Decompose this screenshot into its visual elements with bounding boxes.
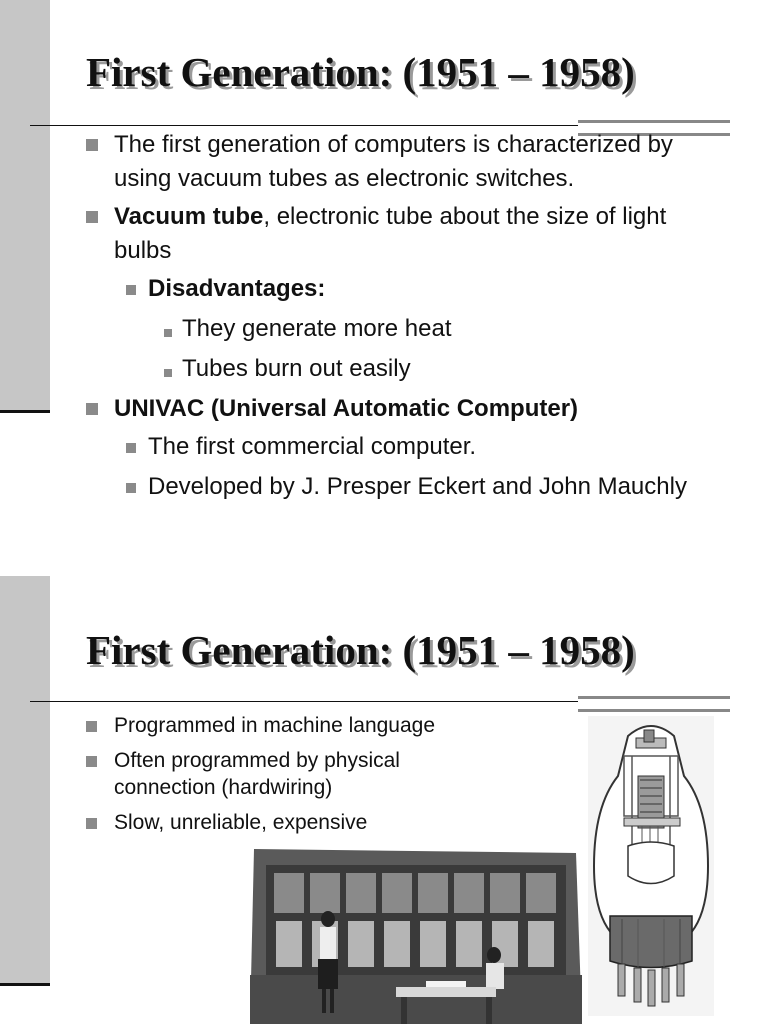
bullet-square-icon bbox=[86, 403, 98, 415]
bullet-text: Slow, unreliable, expensive bbox=[114, 811, 368, 834]
bullet-item bbox=[86, 128, 726, 196]
bullet-square-icon bbox=[86, 139, 98, 151]
bullet-text: Tubes burn out easily bbox=[182, 355, 411, 382]
bullet-square-icon bbox=[126, 285, 136, 295]
bullet-text: The first commercial computer. bbox=[148, 433, 477, 460]
sub-sub-bullet-item bbox=[86, 312, 726, 346]
sub-bullet-item bbox=[86, 430, 726, 464]
bullet-text: Programmed in machine language bbox=[114, 714, 436, 737]
bullet-square-icon bbox=[86, 721, 97, 732]
sub-bullet-item bbox=[86, 272, 726, 306]
bullet-square-icon bbox=[164, 369, 172, 377]
bullet-square-icon bbox=[86, 211, 98, 223]
bullet-item bbox=[86, 747, 506, 801]
bullet-text: Often programmed by physical connection (hardwiring) bbox=[114, 749, 400, 799]
bullet-square-icon bbox=[164, 329, 172, 337]
bullet-square-icon bbox=[126, 483, 136, 493]
slide-left-bar bbox=[0, 0, 50, 413]
bullet-square-icon bbox=[86, 756, 97, 767]
slide-2 bbox=[0, 576, 768, 1024]
bullet-list bbox=[86, 128, 726, 510]
bullet-square-icon bbox=[126, 443, 136, 453]
title-rule-accent bbox=[578, 696, 730, 712]
bullet-text: , electronic tube about the size of light bulbs bbox=[114, 203, 667, 264]
bullet-square-icon bbox=[86, 818, 97, 829]
sub-bullet-item bbox=[86, 470, 726, 504]
bullet-item bbox=[86, 712, 506, 739]
slide-title: First Generation: (1951 – 1958) bbox=[86, 627, 635, 673]
vacuum-tube-illustration bbox=[588, 716, 714, 1016]
bullet-list bbox=[86, 712, 506, 844]
bullet-item bbox=[86, 392, 726, 426]
bullet-item bbox=[86, 200, 726, 268]
slide-left-bar bbox=[0, 576, 50, 986]
bullet-text: Developed by J. Presper Eckert and John Mauchly bbox=[148, 473, 687, 500]
bullet-text: The first generation of computers is characterized by using vacuum tubes as electronic switches. bbox=[114, 131, 673, 192]
sub-bullet-heading: Disadvantages: bbox=[148, 275, 326, 302]
slide-title: First Generation: (1951 – 1958) bbox=[86, 49, 635, 95]
sub-sub-bullet-item bbox=[86, 352, 726, 386]
bullet-bold-term: Vacuum tube bbox=[114, 203, 264, 230]
bullet-item bbox=[86, 809, 506, 836]
eniac-photo bbox=[246, 843, 586, 1024]
bullet-text: They generate more heat bbox=[182, 315, 452, 342]
bullet-bold-term: UNIVAC (Universal Automatic Computer) bbox=[114, 395, 579, 422]
